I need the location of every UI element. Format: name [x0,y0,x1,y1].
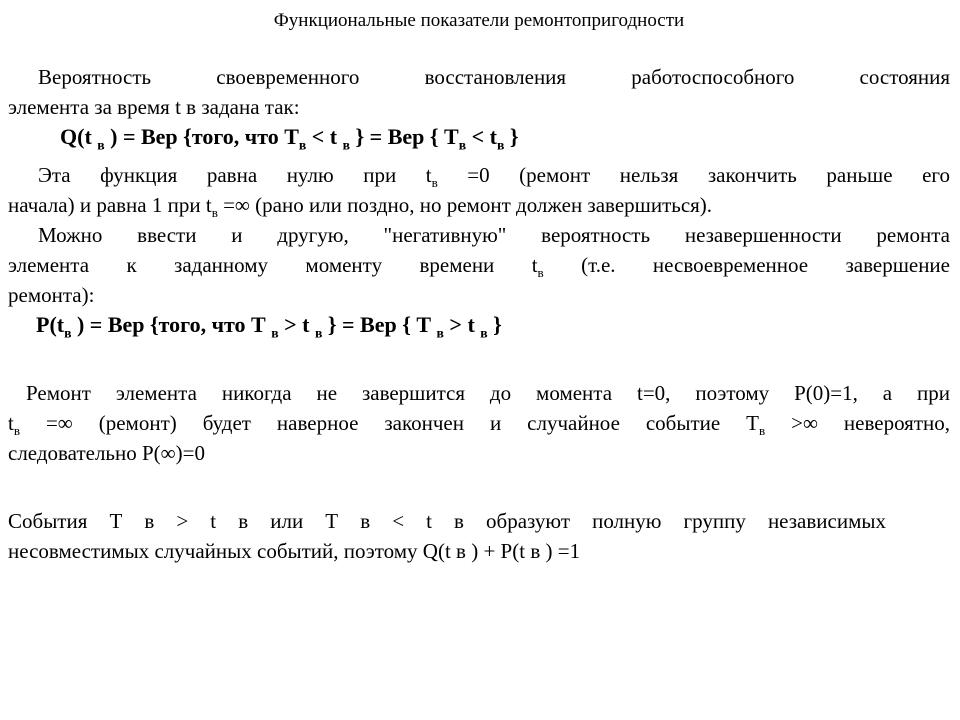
text-run: элемента к заданному моменту времени t [8,253,538,277]
text-run: ) = Вер {того, что Т [71,312,272,337]
text-run: } = Вер { Т [349,124,459,149]
text-run: < t [306,124,343,149]
text-run: элемента за время t в задана так: [8,95,300,119]
text-run: =∞ (ремонт) будет наверное закончен и случайное событие Т [20,411,759,435]
text-run: несовместимых случайных событий, поэтому Q(t в ) + P(t в ) =1 [8,539,581,563]
text-run: Q(t [60,124,98,149]
subscript-v: в [97,137,105,153]
text-run: > t [278,312,315,337]
text-line [8,92,950,122]
text-line [8,62,950,92]
text-run: следовательно P(∞)=0 [8,441,205,465]
subscript-v: в [298,137,307,153]
text-line [60,122,950,152]
text-run: t [8,411,14,435]
text-run: Ремонт элемента никогда не завершится до момента t=0, поэтому P(0)=1, а при [26,381,950,405]
subscript-v: в [211,205,218,221]
subscript-v: в [436,325,444,341]
text-line [8,160,950,190]
text-run: } [504,124,519,149]
text-run: < t [466,124,497,149]
text-run: (т.е. несвоевременное завершение [543,253,950,277]
text-run: ) = Вер {того, что Т [104,124,299,149]
subscript-v: в [342,137,350,153]
paragraph-boundary-values [8,378,950,468]
text-run: =∞ (рано или поздно, но ремонт должен завершиться). [217,193,713,217]
text-run: Вероятность своевременного восстановления работоспособного состояния [38,65,950,89]
text-line [36,310,950,340]
formula-p [36,310,950,340]
text-line [8,438,950,468]
text-line [8,408,950,438]
text-line [8,190,950,220]
paragraph-negative-probability [8,220,950,310]
page-title: Функциональные показатели ремонтопригодности [273,10,685,31]
subscript-v: в [480,325,488,341]
subscript-v: в [64,325,72,341]
formula-q [60,122,950,152]
text-run: начала) и равна 1 при t [8,193,212,217]
text-run: Можно ввести и другую, "негативную" вероятность незавершенности ремонта [38,223,950,247]
paragraph-complete-group [8,506,886,566]
text-run: События Т в > t в или Т в < t в образуют полную группу независимых [8,509,886,533]
text-line [8,220,950,250]
text-run: ремонта): [8,283,95,307]
subscript-v: в [431,175,438,191]
subscript-v: в [271,325,279,341]
text-line [8,250,950,280]
text-line [8,280,950,310]
text-run: > t [443,312,481,337]
text-run: >∞ невероятно, [765,411,950,435]
text-line [8,506,886,536]
subscript-v: в [458,137,467,153]
subscript-v: в [314,325,323,341]
text-line [8,378,950,408]
subscript-v: в [537,265,544,281]
text-run: =0 (ремонт нельзя закончить раньше его [437,163,950,187]
text-run: } [487,312,502,337]
subscript-v: в [759,423,766,439]
text-run: Эта функция равна нулю при t [38,163,432,187]
paragraph-function-limits [8,160,950,220]
text-line [8,536,886,566]
subscript-v: в [13,423,20,439]
paragraph-probability-definition [8,62,950,122]
subscript-v: в [496,137,505,153]
text-run: P(t [36,312,65,337]
text-run: } = Вер { Т [322,312,437,337]
content [8,62,950,566]
